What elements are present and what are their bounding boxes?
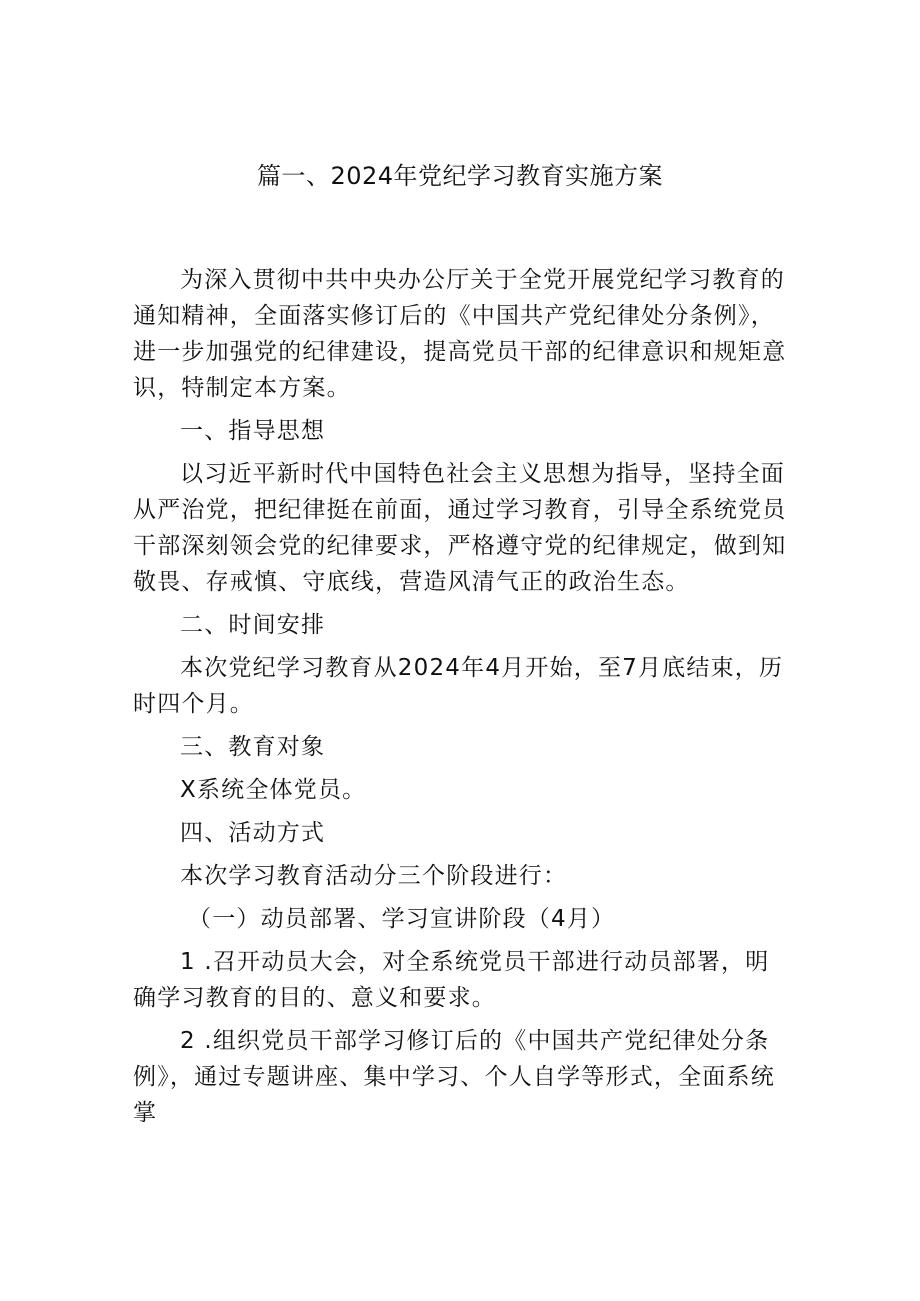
section-heading-guiding-ideology: 一、指导思想 [180,418,326,444]
phase-one-heading: （一）动员部署、学习宣讲阶段（4月） [188,906,616,932]
list-item-1: 1 .召开动员大会，对全系统党员干部进行动员部署，明确学习教育的目的、意义和要求。 [133,949,770,1011]
schedule-paragraph: 本次党纪学习教育从2024年4月开始，至7月底结束，历时四个月。 [133,655,784,717]
activity-method-paragraph: 本次学习教育活动分三个阶段进行： [180,863,568,889]
section-heading-audience: 三、教育对象 [180,734,326,760]
document-title: 篇一、2024年党纪学习教育实施方案 [256,162,664,190]
document-body [133,262,788,1138]
section-heading-activity-method: 四、活动方式 [180,820,326,846]
audience-paragraph: X系统全体党员。 [180,777,367,803]
list-item-2: 2 .组织党员干部学习修订后的《中国共产党纪律处分条例》，通过专题讲座、集中学习、个人自学等形式，全面系统掌 [133,1028,775,1126]
section-heading-schedule: 二、时间安排 [180,612,326,638]
guiding-ideology-paragraph: 以习近平新时代中国特色社会主义思想为指导，坚持全面从严治党，把纪律挺在前面，通过学习教育，引导全系统党员干部深刻领会党的纪律要求，严格遵守党的纪律规定，做到知敬畏、存戒慎、守底线，营造风清气正的政治生态。 [133,461,787,595]
intro-paragraph: 为深入贯彻中共中央办公厅关于全党开展党纪学习教育的通知精神，全面落实修订后的《中国共产党纪律处分条例》，进一步加强党的纪律建设，提高党员干部的纪律意识和规矩意识，特制定本方案。 [133,267,787,401]
